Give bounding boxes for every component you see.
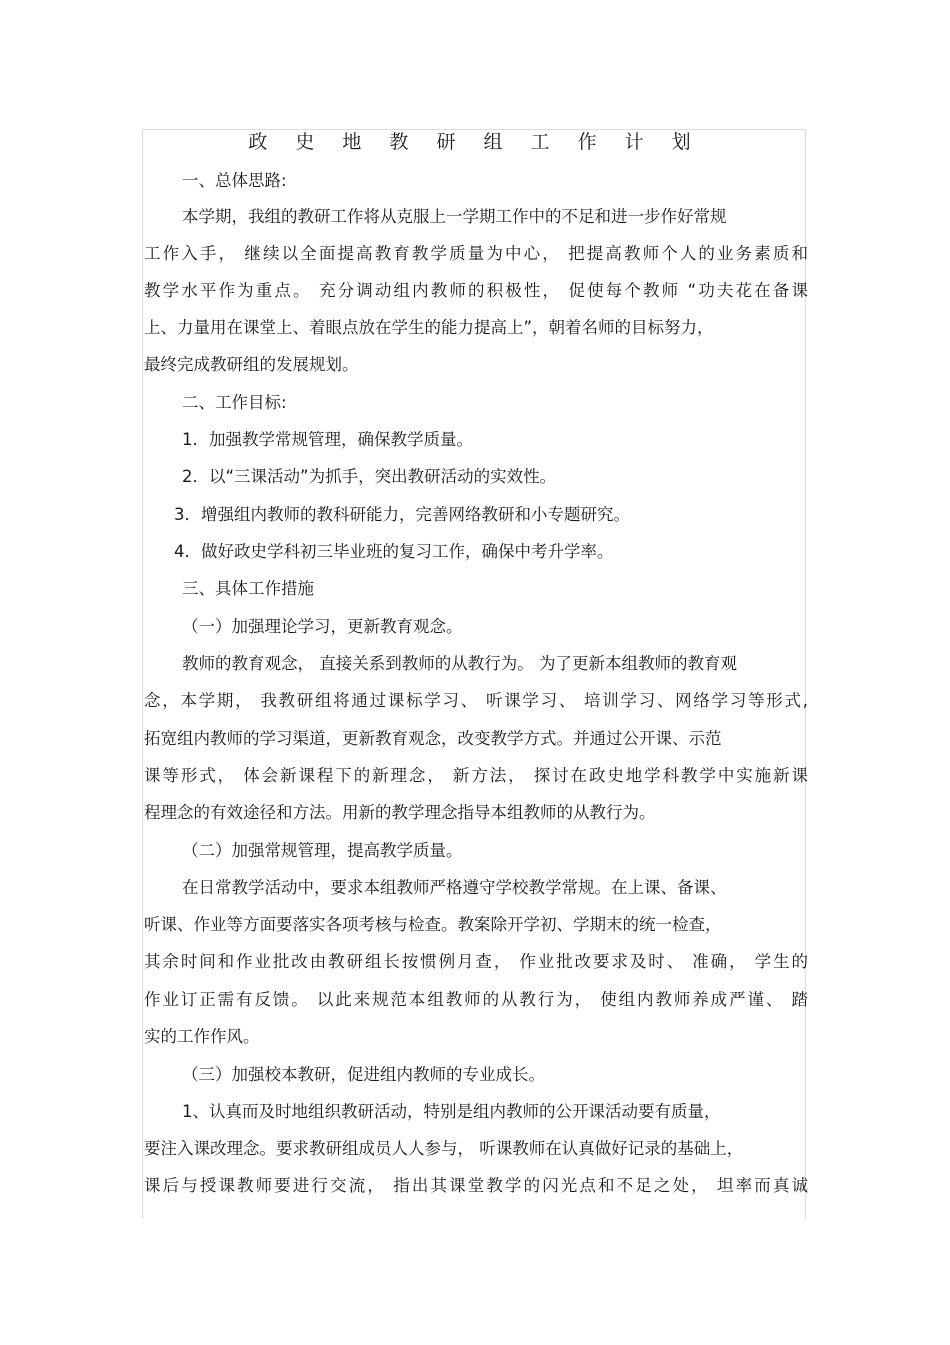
paragraph-line: 拓宽组内教师的学习渠道，更新教育观念，改变教学方式。并通过公开课、示范 [144,729,722,748]
list-item: 2．以“三课活动”为抓手，突出教研活动的实效性。 [182,467,557,486]
list-item: 1．加强教学常规管理，确保教学质量。 [182,430,473,449]
paragraph-line: 听课、作业等方面要落实各项考核与检查。教案除开学初、学期末的统一检查， [144,915,722,934]
paragraph-line: 本学期，我组的教研工作将从克服上一学期工作中的不足和进一步作好常规 [182,207,727,226]
paragraph-line: 作业订正需有反馈。 以此来规范本组教师的从教行为， 使组内教师养成严谨、 踏 [144,990,808,1009]
list-item: 3．增强组内教师的教科研能力，完善网络教研和小专题研究。 [174,505,630,524]
paragraph-line: 1、认真而及时地组织教研活动，特别是组内教师的公开课活动要有质量， [182,1102,721,1121]
document-title: 政 史 地 教 研 组 工 作 计 划 [248,131,702,153]
paragraph-line: 工作入手， 继续以全面提高教育教学质量为中心， 把提高教师个人的业务素质和 [144,244,808,263]
paragraph-line: 教师的教育观念， 直接关系到教师的从教行为。 为了更新本组教师的教育观 [182,654,737,673]
subsection-heading: （二）加强常规管理，提高教学质量。 [182,841,463,860]
section-heading: 三、具体工作措施 [182,579,314,598]
paragraph-line: 课后与授课教师要进行交流， 指出其课堂教学的闪光点和不足之处， 坦率而真诚 [144,1176,808,1195]
paragraph-line: 上、力量用在课堂上、着眼点放在学生的能力提高上”，朝着名师的目标努力， [144,318,714,337]
list-item: 4．做好政史学科初三毕业班的复习工作，确保中考升学率。 [174,542,614,561]
paragraph-line: 实的工作作风。 [144,1027,260,1046]
paragraph-line: 念，本学期， 我教研组将通过课标学习、 听课学习、 培训学习、网络学习等形式, [144,691,808,710]
section-heading: 二、工作目标: [182,393,287,412]
paragraph-line: 程理念的有效途径和方法。用新的教学理念指导本组教师的从教行为。 [144,803,656,822]
paragraph-line: 课等形式， 体会新课程下的新理念， 新方法， 探讨在政史地学科教学中实施新课 [144,766,808,785]
paragraph-line: 要注入课改理念。要求教研组成员人人参与， 听课教师在认真做好记录的基础上， [144,1139,744,1158]
paragraph-line: 其余时间和作业批改由教研组长按惯例月查， 作业批改要求及时、 准确， 学生的 [144,952,808,971]
section-heading: 一、总体思路: [182,171,287,190]
paragraph-line: 在日常教学活动中，要求本组教师严格遵守学校教学常规。在上课、备课、 [182,878,727,897]
paragraph-line: 教学水平作为重点。 充分调动组内教师的积极性， 促使每个教师 “功夫花在备课 [144,281,808,300]
subsection-heading: （一）加强理论学习，更新教育观念。 [182,617,463,636]
subsection-heading: （三）加强校本教研，促进组内教师的专业成长。 [182,1065,545,1084]
paragraph-line: 最终完成教研组的发展规划。 [144,355,359,374]
